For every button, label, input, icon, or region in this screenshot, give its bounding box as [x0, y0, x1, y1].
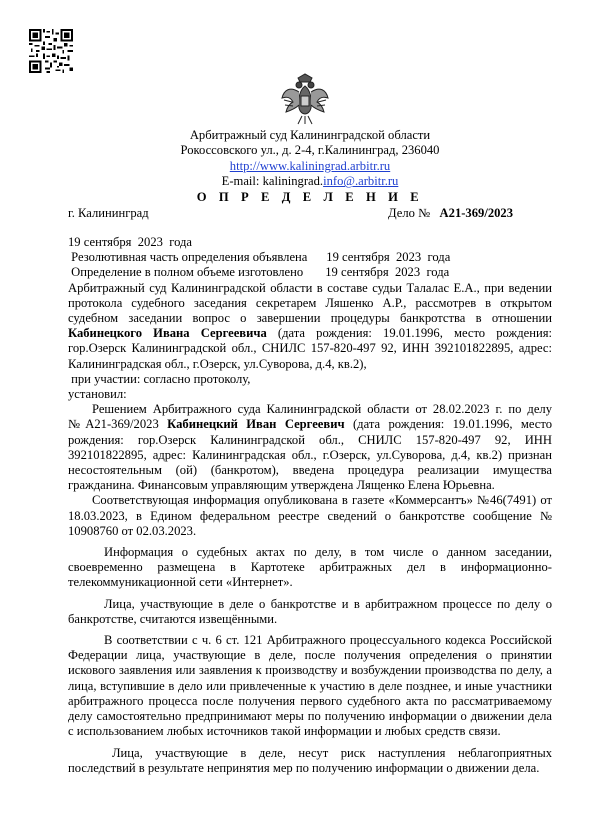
established-line: установил:: [68, 387, 127, 402]
email-prefix: E-mail: kaliningrad.: [221, 174, 324, 189]
court-email-link[interactable]: info@.arbitr.ru: [323, 174, 399, 189]
paragraph-code-reference: В соответствии с ч. 6 ст. 121 Арбитражного процессуального кодекса Российской Федерации лица, участвующие в деле, после получения определения о принятии искового заявления или заявления к производству и возбуждении производства по делу, а лица, вступившие в дело или привлеченные к участию в деле позднее, и иные участники арбитражного процесса после получения первого судебного акта по рассматриваемому делу самостоятельно предпринимают меры по получению информации о движении дела с использованием любых источников такой информации и любых средств связи.: [68, 633, 552, 739]
case-number: [388, 206, 513, 221]
paragraph-risk: Лица, участвующие в деле, несут риск наступления неблагоприятных последствий в результате непринятия мер по получению информации о движении дела.: [68, 745, 552, 775]
court-address: Рокоссовского ул., д. 2-4, г.Калининград, 236040: [180, 143, 440, 158]
paragraph-information: Информация о судебных актах по делу, в том числе о данном заседании, своевременно размещена в Картотеке арбитражных дел в информационно-телекоммуникационной сети «Интернет».: [68, 545, 552, 590]
full-text-line: Определение в полном объеме изготовлено 19 сентября 2023 года: [68, 265, 450, 280]
court-header: [120, 128, 500, 190]
paragraph-notified: Лица, участвующие в деле о банкротстве и в арбитражном процессе по делу о банкротстве, считаются извещёнными.: [68, 596, 552, 626]
court-name: Арбитражный суд Калининградской области: [189, 128, 431, 142]
case-number-value: А21-369/2023: [439, 206, 514, 220]
qr-code: [29, 29, 73, 73]
date-line: 19 сентября 2023 года: [68, 235, 193, 249]
paragraph-publication: Соответствующая информация опубликована в газете «Коммерсантъ» №46(7491) от 18.03.2023, в Едином федеральном реестре сведений о банкротстве сообщение № 10908760 от 02.03.2023.: [68, 493, 552, 538]
court-website-link[interactable]: http://www.kaliningrad.arbitr.ru: [229, 158, 391, 173]
document-body: [68, 235, 552, 776]
court-email: [120, 174, 500, 189]
presence-line: при участии: согласно протоколу,: [68, 371, 251, 386]
case-prefix: Дело №: [388, 206, 431, 220]
debtor-name-nominative: Кабинецкий Иван Сергеевич: [167, 417, 345, 432]
document-title: О П Р Е Д Е Л Е Н И Е: [196, 190, 424, 204]
announced-line: Резолютивная часть определения объявлена 19 сентября 2023 года: [68, 250, 451, 265]
document-city: г. Калининград: [68, 206, 149, 220]
court-emblem: [280, 72, 330, 126]
paragraph-decision: Решением Арбитражного суда Калининградской области от 28.02.2023 г. по делу №А21-369/2023 Кабинецкий Иван Сергеевич (дата рождения: 19.01.1996, место рождения: гор.Озерск Калининградской обл., СНИЛС 157-820-497 92, ИНН 392101822895, адрес: Калининградская обл., г.Озерск, ул.Суворова, д.4, кв.2) признан несостоятельным (ой) (банкротом), введена процедура реализации имущества гражданина. Финансовым управляющим утверждена Лященко Елена Юрьевна.: [68, 402, 552, 493]
intro-paragraph: Арбитражный суд Калининградской области в составе судьи Талалас Е.А., при ведении протокола судебного заседания секретарем Ляшенко А.Р., рассмотрев в открытом судебном заседании вопрос о завершении процедуры банкротства в отношении Кабинецкого Ивана Сергеевича (дата рождения: 19.01.1996, место рождения: гор.Озерск Калининградской обл., СНИЛС 157-820-497 92, ИНН 392101822895, адрес: Калининградская обл., г.Озерск, ул.Суворова, д.4, кв.2),: [68, 280, 552, 371]
debtor-name: Кабинецкого Ивана Сергеевича: [68, 326, 267, 341]
